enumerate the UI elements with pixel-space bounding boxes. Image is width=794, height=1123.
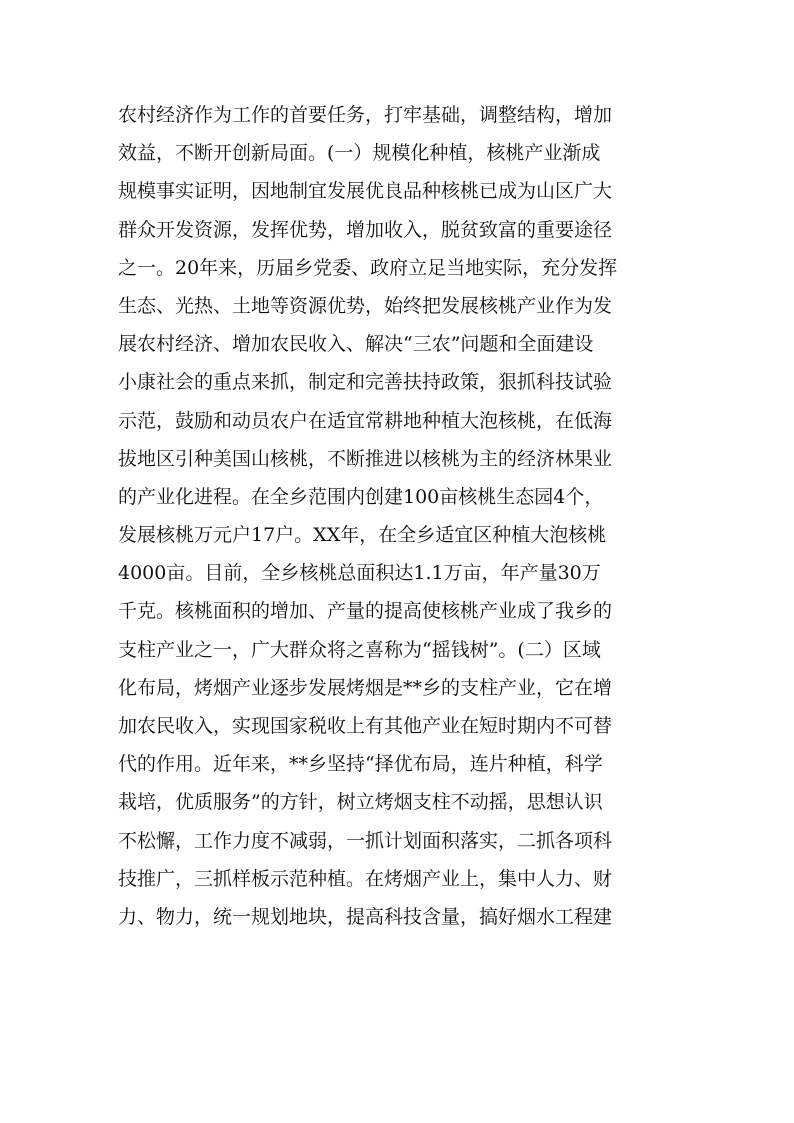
text-line-5: 之一。20年来，历届乡党委、政府立足当地实际，充分发挥 (118, 256, 618, 279)
text-line-14: 千克。核桃面积的增加、产量的提高使核桃产业成了我乡的 (118, 600, 613, 623)
text-line-13: 4000亩。目前，全乡核桃总面积达1.1万亩，年产量30万 (118, 562, 601, 585)
text-line-9: 示范，鼓励和动员农户在适宜常耕地种植大泡核桃，在低海 (118, 409, 613, 432)
text-line-11: 的产业化进程。在全乡范围内创建100亩核桃生态园4个， (118, 485, 604, 508)
text-line-22: 力、物力，统一规划地块，提高科技含量，搞好烟水工程建 (118, 905, 613, 928)
text-line-12: 发展核桃万元户17户。XX年，在全乡适宜区种植大泡核桃 (118, 524, 607, 547)
text-line-8: 小康社会的重点来抓，制定和完善扶持政策，狠抓科技试验 (118, 371, 613, 394)
text-line-19: 栽培，优质服务”的方针，树立烤烟支柱不动摇，思想认识 (118, 791, 603, 814)
text-line-2: 效益，不断开创新局面。(一）规模化种植，核桃产业渐成 (118, 142, 601, 165)
text-line-21: 技推广，三抓样板示范种植。在烤烟产业上，集中人力、财 (118, 867, 613, 890)
text-line-1: 农村经济作为工作的首要任务，打牢基础，调整结构，增加 (118, 104, 613, 126)
text-line-18: 代的作用。近年来，**乡坚持“择优布局，连片种植，科学 (118, 753, 603, 776)
text-line-20: 不松懈，工作力度不减弱，一抓计划面积落实，二抓各项科 (118, 829, 613, 852)
text-line-10: 拔地区引种美国山核桃，不断推进以核桃为主的经济林果业 (118, 447, 613, 470)
text-line-17: 加农民收入，实现国家税收上有其他产业在短时期内不可替 (118, 715, 613, 737)
body-text (118, 96, 688, 936)
text-line-7: 展农村经济、增加农民收入、解决“三农”问题和全面建设 (118, 333, 594, 356)
text-line-6: 生态、光热、土地等资源优势，始终把发展核桃产业作为发 (118, 294, 613, 317)
text-line-4: 群众开发资源，发挥优势，增加收入，脱贫致富的重要途径 (118, 218, 613, 241)
text-line-15: 支柱产业之一，广大群众将之喜称为“摇钱树”。(二）区域 (118, 638, 601, 661)
text-line-3: 规模事实证明，因地制宜发展优良品种核桃已成为山区广大 (118, 180, 613, 203)
text-line-16: 化布局，烤烟产业逐步发展烤烟是**乡的支柱产业，它在增 (118, 676, 613, 699)
